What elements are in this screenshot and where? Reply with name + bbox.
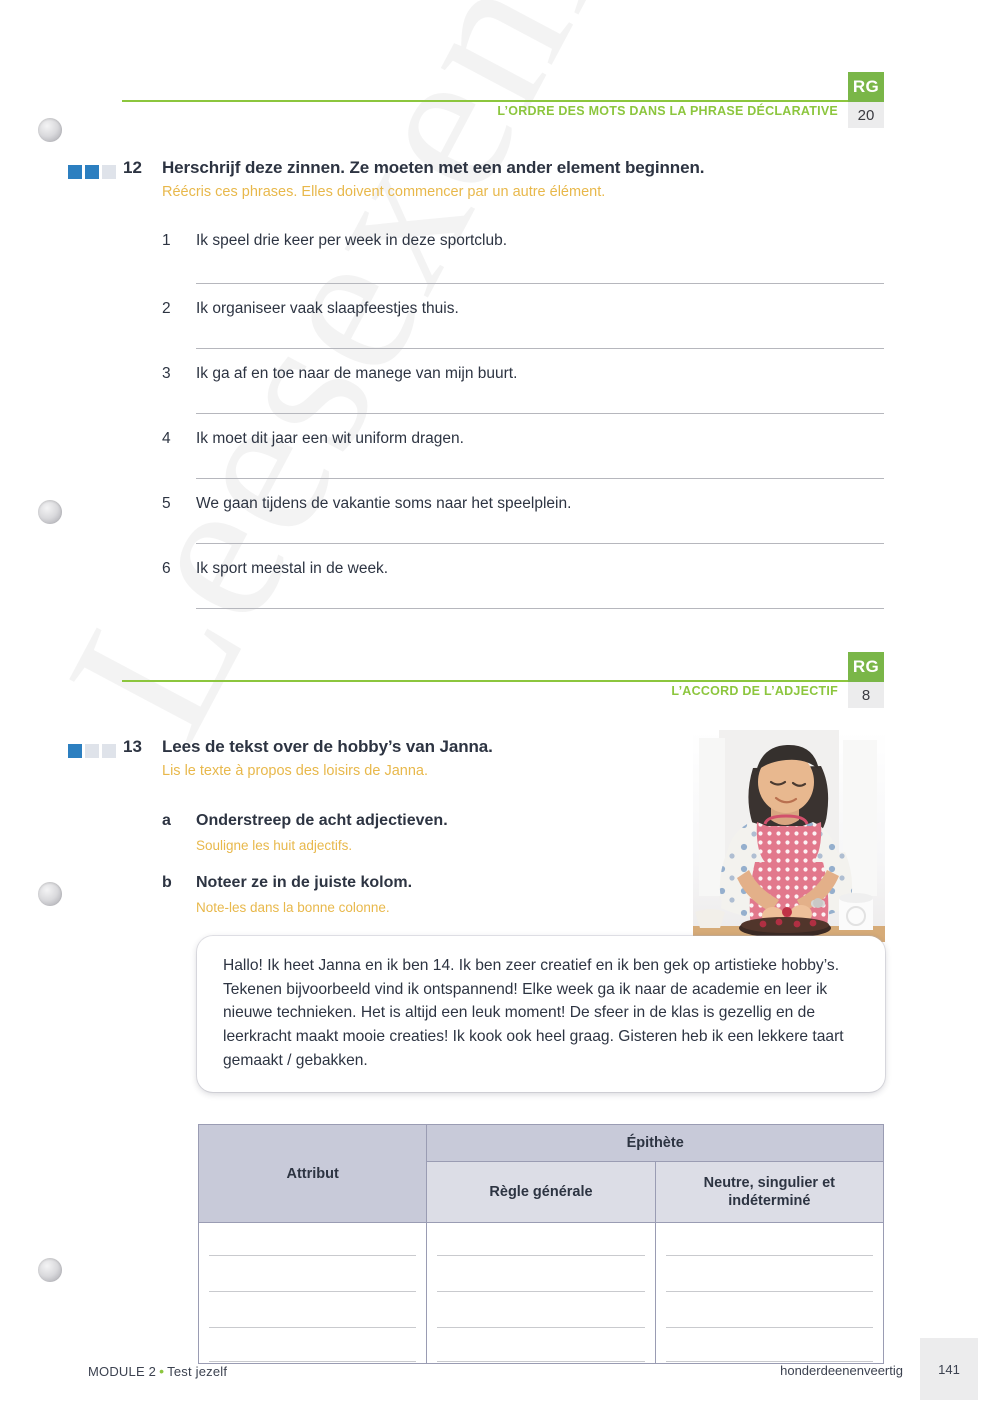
footer-page-word: honderdeenenveertig [780, 1363, 903, 1378]
footer-page-number: 141 [920, 1338, 978, 1400]
difficulty-indicator-13 [68, 744, 116, 758]
rg-badge[interactable]: RG [848, 72, 884, 102]
question-text: Ik ga af en toe naar de manege van mijn buurt. [196, 365, 518, 382]
difficulty-square-filled [68, 744, 82, 758]
difficulty-square-empty [85, 744, 99, 758]
answer-line[interactable] [196, 348, 884, 349]
write-lines[interactable] [656, 1223, 883, 1363]
janna-text-bubble [197, 936, 885, 1092]
difficulty-indicator-12 [68, 165, 116, 179]
table-header-attribut: Attribut [199, 1125, 427, 1223]
difficulty-square-empty [102, 165, 116, 179]
footer-separator: • [159, 1363, 165, 1379]
table-cell-neutre-singulier[interactable] [655, 1223, 883, 1364]
subitem-title-nl-b: Noteer ze in de juiste kolom. [196, 874, 413, 891]
answer-line[interactable] [196, 283, 884, 284]
answer-line[interactable] [196, 543, 884, 544]
table-cell-attribut[interactable] [199, 1223, 427, 1364]
question-text: We gaan tijdens de vakantie soms naar het speelplein. [196, 495, 572, 512]
subitem-title-nl-a: Onderstreep de acht adjectieven. [196, 812, 448, 829]
subitem-letter-b: b [162, 874, 172, 891]
write-lines[interactable] [427, 1223, 654, 1363]
answer-line[interactable] [196, 478, 884, 479]
question-number: 1 [162, 232, 171, 249]
table-header-row [199, 1125, 884, 1162]
difficulty-square-filled [68, 165, 82, 179]
footer-module-info [88, 1363, 227, 1379]
footer-section: Test jezelf [167, 1364, 228, 1379]
subitem-title-fr-b: Note-les dans la bonne colonne. [196, 900, 390, 915]
difficulty-square-empty [102, 744, 116, 758]
janna-text: Hallo! Ik heet Janna en ik ben 14. Ik ben zeer creatief en ik ben gek op artistieke hobby’s. Tekenen bijvoorbeeld vind ik ontspannend! Elke week ga ik naar de academie en leer ik nieuwe technieken. Het is altijd een leuk moment! De sfeer in de klas is gezellig en de leerkracht maakt mooie creaties! Ik kook ook heel graag. Gisteren heb ik een lekkere taart gemaakt / gebakken. [223, 957, 844, 1069]
exercise-title-nl-13: Lees de tekst over de hobby’s van Janna. [162, 737, 493, 756]
exercise-title-fr-13: Lis le texte à propos des loisirs de Janna. [162, 763, 428, 779]
section-rule [122, 100, 852, 102]
exercise-title-nl-12: Herschrijf deze zinnen. Ze moeten met een ander element beginnen. [162, 158, 705, 177]
adjective-classification-table [198, 1124, 884, 1364]
question-text: Ik speel drie keer per week in deze sportclub. [196, 232, 508, 249]
rg-reference-number[interactable]: 8 [848, 682, 884, 708]
table-subheader-regle-generale: Règle générale [427, 1162, 655, 1223]
question-number: 4 [162, 430, 171, 447]
rg-reference-number[interactable]: 20 [848, 102, 884, 128]
section-caption: L’ACCORD DE L’ADJECTIF [671, 684, 838, 698]
subitem-title-fr-a: Souligne les huit adjectifs. [196, 838, 353, 853]
question-text: Ik organiseer vaak slaapfeestjes thuis. [196, 300, 459, 317]
table-cell-regle-generale[interactable] [427, 1223, 655, 1364]
table-header-epithete: Épithète [427, 1125, 884, 1162]
rg-badge[interactable]: RG [848, 652, 884, 682]
question-text: Ik sport meestal in de week. [196, 560, 389, 577]
difficulty-square-filled [85, 165, 99, 179]
section-caption: L’ORDRE DES MOTS DANS LA PHRASE DÉCLARATIVE [497, 104, 838, 118]
footer-module: MODULE 2 [88, 1364, 157, 1379]
subitem-letter-a: a [162, 812, 171, 829]
girl-baking-cake-photo [693, 730, 885, 942]
exercise-title-fr-12: Réécris ces phrases. Elles doivent commencer par un autre élément. [162, 184, 606, 200]
question-text: Ik moet dit jaar een wit uniform dragen. [196, 430, 464, 447]
table-subheader-neutre-singulier: Neutre, singulier et indéterminé [655, 1162, 883, 1223]
question-number: 2 [162, 300, 171, 317]
section-rule [122, 680, 852, 682]
question-number: 5 [162, 495, 171, 512]
answer-line[interactable] [196, 413, 884, 414]
exercise-number-12: 12 [123, 158, 142, 177]
question-number: 3 [162, 365, 171, 382]
exercise-number-13: 13 [123, 737, 142, 756]
table-row [199, 1223, 884, 1364]
question-number: 6 [162, 560, 171, 577]
write-lines[interactable] [199, 1223, 426, 1363]
answer-line[interactable] [196, 608, 884, 609]
